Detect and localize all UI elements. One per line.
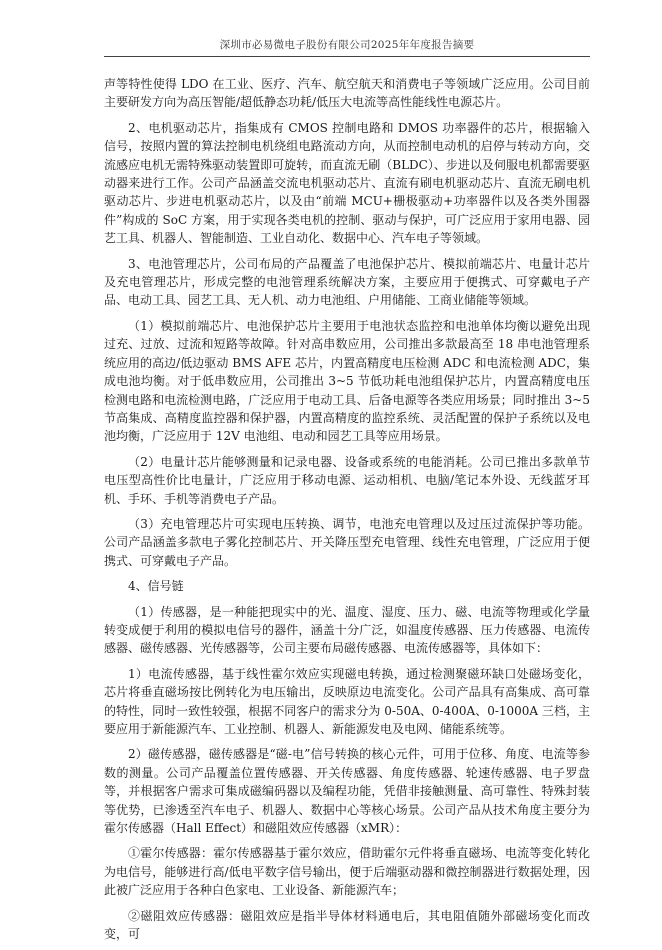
- paragraph-battery-management: 3、电池管理芯片，公司布局的产品覆盖了电池保护芯片、模拟前端芯片、电量计芯片及充电管理芯片，形成完整的电池管理系统解决方案，主要应用于便携式、可穿戴电子产品、电动工具、园艺工具、无人机、动力电池组、户用储能、工商业储能等领域。: [104, 256, 590, 308]
- paragraph-current-sensor: 1）电流传感器，基于线性霍尔效应实现磁电转换，通过检测聚磁环缺口处磁场变化，芯片将垂直磁场按比例转化为电压输出，反映原边电流变化。公司产品具有高集成、高可靠的特性，同时一致性较强，根据不同客户的需求分为 0-50A、0-400A、0-1000A 三档，主要应用于新能源汽车、工业控制、机器人、新能源发电及电网、储能系统等。: [104, 666, 590, 736]
- paragraph-magnetic-sensor: 2）磁传感器，磁传感器是“磁-电”信号转换的核心元件，可用于位移、角度、电流等参数的测量。公司产品覆盖位置传感器、开关传感器、角度传感器、轮速传感器、电子罗盘等，并根据客户需求可集成磁编码器以及编程功能，凭借非接触测量、高可靠性、特殊封装等优势，已渗透至汽车电子、机器人、数据中心等核心场景。公司产品从技术角度主要分为霍尔传感器（Hall Effect）和磁阻效应传感器（xMR）：: [104, 747, 590, 836]
- header-divider: [104, 56, 590, 57]
- section-heading-signal-chain: 4、信号链: [128, 579, 184, 594]
- paragraph-afe-protection: （1）模拟前端芯片、电池保护芯片主要用于电池状态监控和电池单体均衡以避免出现过充、过放、过流和短路等故障。针对高串数应用，公司推出多款最高至 18 串电池管理系统应用的高边/低边驱动 BMS AFE 芯片，内置高精度电压检测 ADC 和电流检测 ADC，集成电池均衡。对于低串数应用，公司推出 3~5 节低功耗电池组保护芯片，内置高精度电压检测电路和电流检测电路，广泛应用于电动工具、后备电源等各类应用场景；同时推出 3~5 节高集成、高精度监控器和保护器，内置高精度的监控系统、灵活配置的保护子系统以及电池均衡，广泛应用于 12V 电池组、电动和园艺工具等应用场景。: [104, 318, 590, 444]
- paragraph-charge-management: （3）充电管理芯片可实现电压转换、调节，电池充电管理以及过压过流保护等功能。公司产品涵盖多款电子雾化控制芯片、开关降压型充电管理、线性充电管理，广泛应用于便携式、可穿戴电子产品。: [104, 516, 590, 568]
- paragraph-motor-driver: 2、电机驱动芯片，指集成有 CMOS 控制电路和 DMOS 功率器件的芯片，根据输入信号，按照内置的算法控制电机绕组电路流动方向，从而控制电动机的启停与转动方向，交流感应电机无需特殊驱动装置即可旋转，而直流无刷（BLDC）、步进以及伺服电机都需要驱动器来进行工作。公司产品涵盖交流电机驱动芯片、直流有刷电机驱动芯片、直流无刷电机驱动芯片、步进电机驱动芯片，以及由“前端 MCU+栅极驱动+功率器件以及各类外围器件”构成的 SoC 方案，用于实现各类电机的控制、驱动与保护，可广泛应用于家用电器、园艺工具、机器人、智能制造、工业自动化、数据中心、汽车电子等领域。: [104, 120, 590, 246]
- document-body: [104, 75, 590, 950]
- page-header: 深圳市必易微电子股份有限公司2025年年度报告摘要: [219, 39, 475, 51]
- paragraph-magnetoresistive-sensor: ②磁阻效应传感器：磁阻效应是指半导体材料通电后，其电阻值随外部磁场变化而改变，可: [104, 908, 590, 942]
- paragraph-hall-sensor: ①霍尔传感器：霍尔传感器基于霍尔效应，借助霍尔元件将垂直磁场、电流等变化转化为电信号，能够进行高/低电平数字信号输出，便于后端驱动器和微控制器进行数据处理，因此被广泛应用于各种白色家电、工业设备、新能源汽车；: [104, 846, 590, 898]
- paragraph-fuel-gauge: （2）电量计芯片能够测量和记录电器、设备或系统的电能消耗。公司已推出多款单节电压型高性价比电量计，广泛应用于移动电源、运动相机、电脑/笔记本外设、无线蓝牙耳机、手环、手机等消费电子产品。: [104, 454, 590, 506]
- paragraph-sensors-intro: （1）传感器，是一种能把现实中的光、温度、湿度、压力、磁、电流等物理或化学量转变成便于利用的模拟电信号的器件，涵盖十分广泛，如温度传感器、压力传感器、电流传感器、磁传感器、光传感器等，公司主要布局磁传感器、电流传感器等，具体如下：: [104, 604, 590, 656]
- paragraph-ldo-continued: 声等特性使得 LDO 在工业、医疗、汽车、航空航天和消费电子等领域广泛应用。公司目前主要研发方向为高压智能/超低静态功耗/低压大电流等高性能线性电源芯片。: [104, 77, 590, 110]
